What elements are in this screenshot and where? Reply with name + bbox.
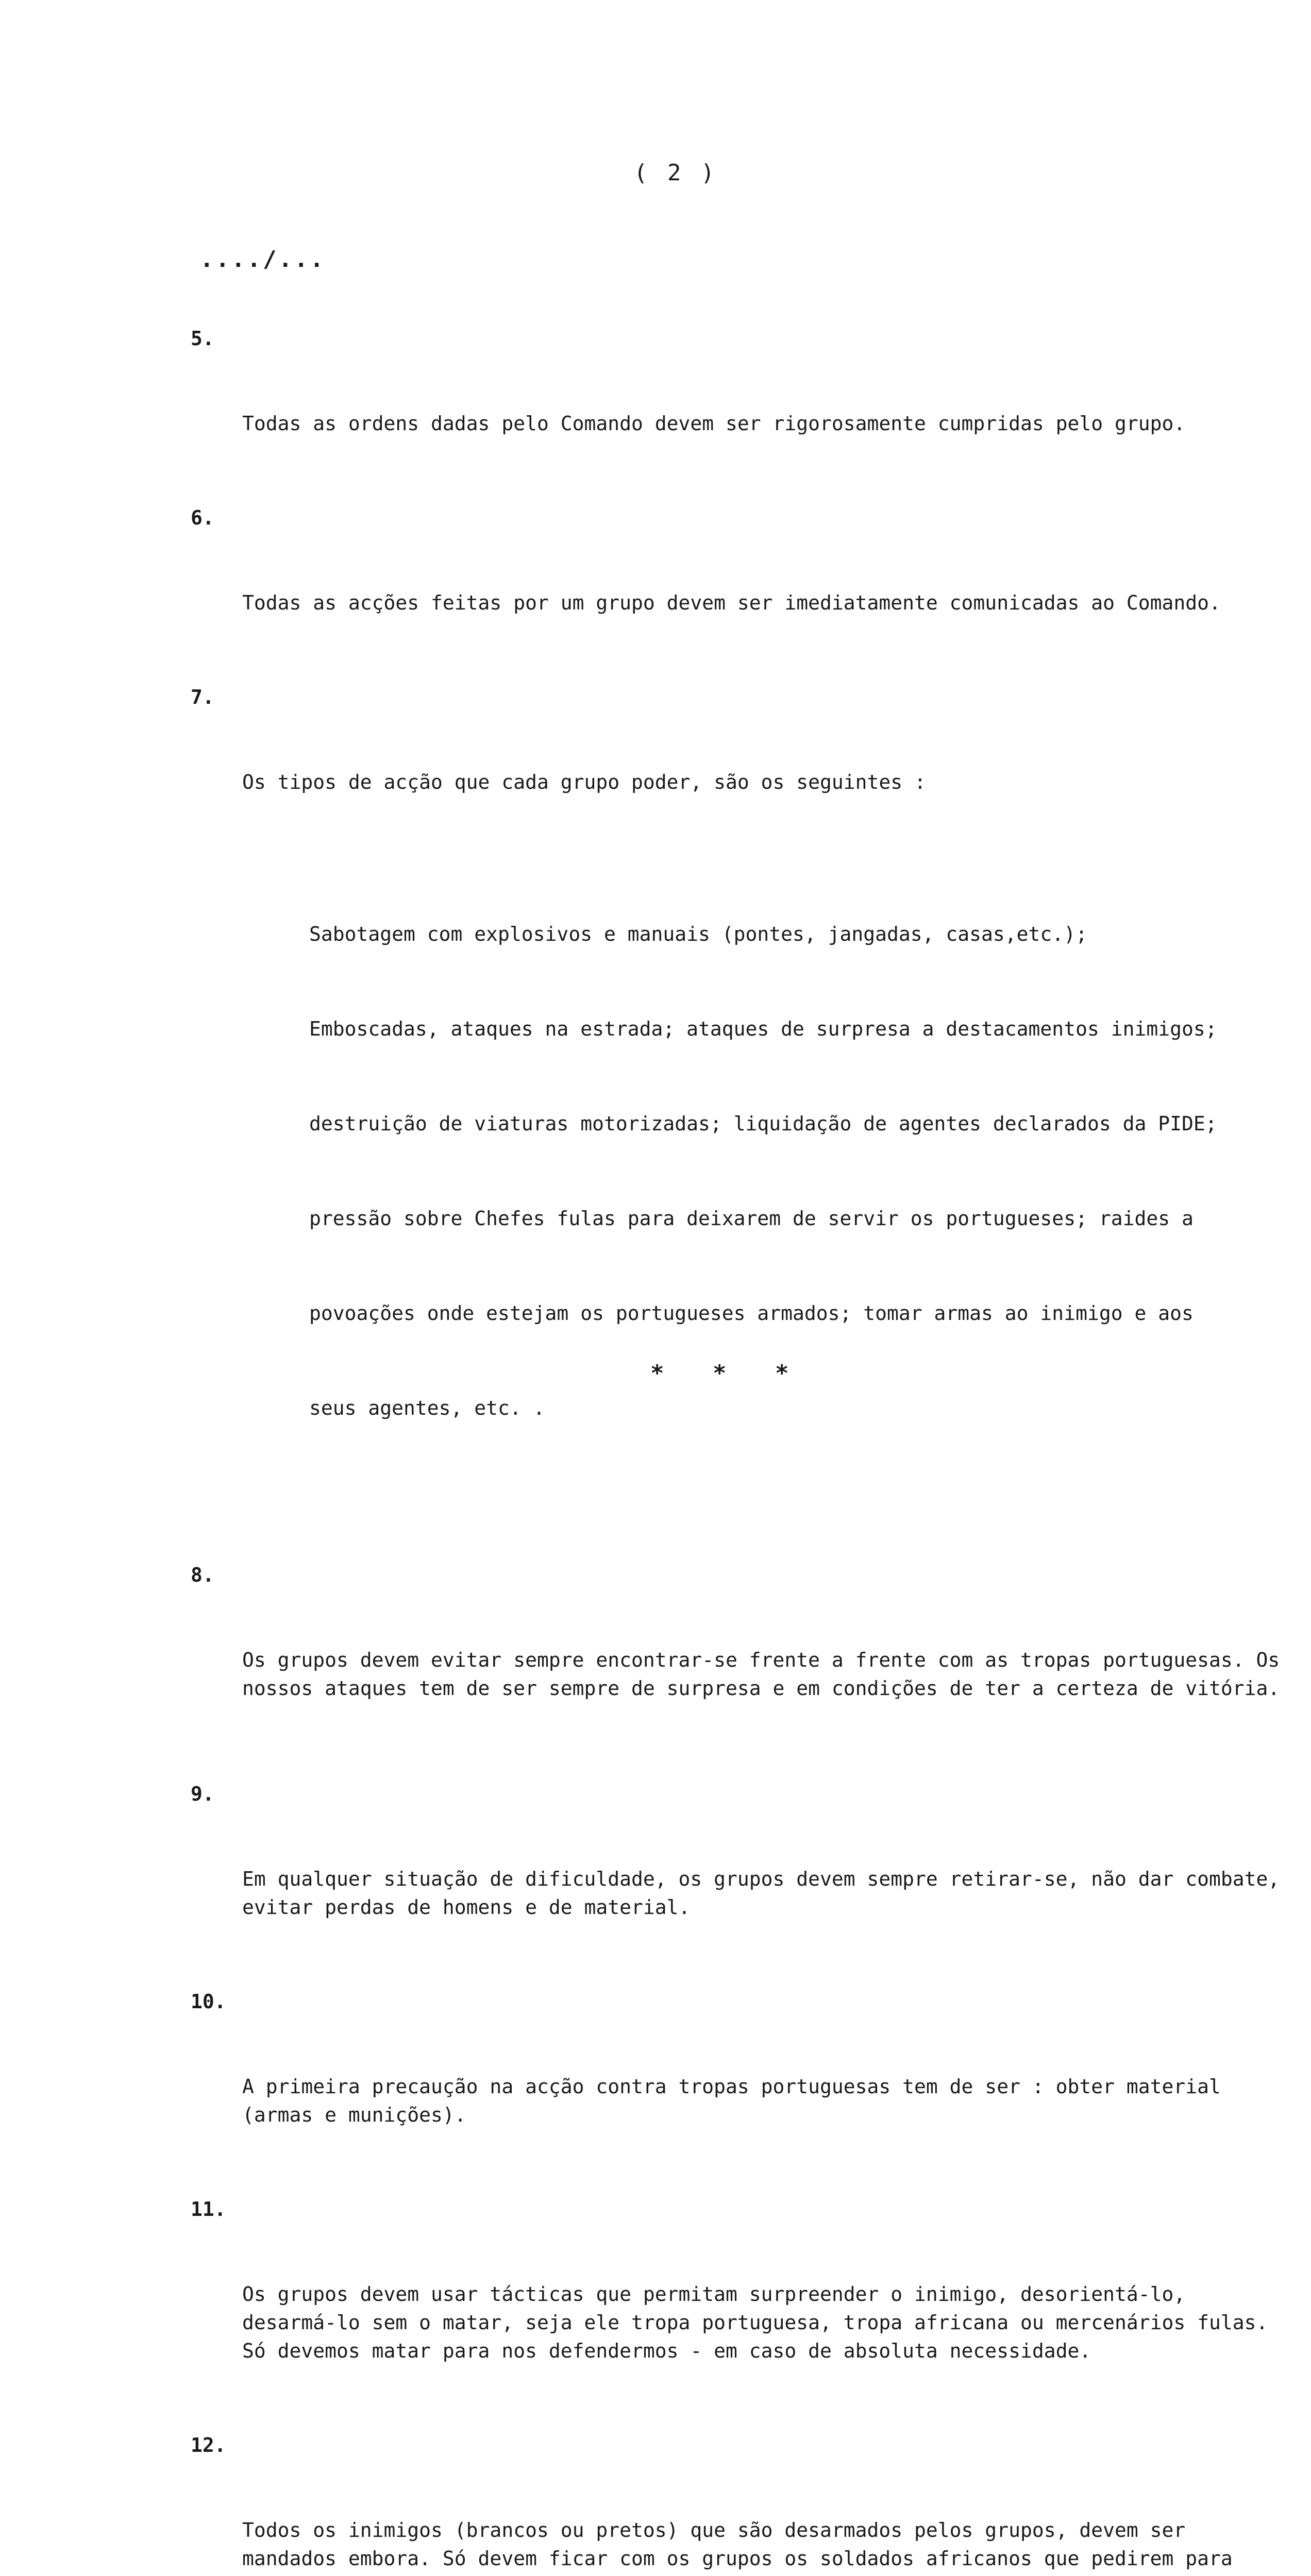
item-number: 8. [191, 1564, 214, 1586]
item-number: 10. [191, 1990, 226, 2013]
action-types-line: povoações onde estejam os portugueses armados; tomar armas ao inimigo e aos [309, 1302, 1194, 1325]
item-text: Em qualquer situação de dificuldade, os grupos devem sempre retirar-se, não dar combate, evitar perdas de homens e de material. [242, 1868, 1292, 1919]
page-number: ( 2 ) [634, 160, 718, 186]
item-number: 7. [191, 686, 214, 708]
list-item-11 [191, 2195, 1283, 2422]
item-number: 9. [191, 1783, 214, 1805]
list-item-6 [191, 504, 1283, 674]
item-text: A primeira precaução na acção contra tropas portuguesas tem de ser : obter material (armas e munições). [242, 2075, 1233, 2126]
list-item-5 [191, 325, 1283, 495]
list-item-8 [191, 1561, 1292, 1759]
list-item-10 [191, 1988, 1283, 2186]
action-types-line: seus agentes, etc. . [309, 1397, 545, 1419]
list-item-7 [191, 683, 1283, 1540]
item-text: Todos os inimigos (brancos ou pretos) que são desarmados pelos grupos, devem ser mandados embora. Só devem ficar com os grupos os soldados africanos que pedirem para [242, 2519, 1233, 2570]
list-item-12 [191, 2431, 1283, 2576]
action-types-line: destruição de viaturas motorizadas; liquidação de agentes declarados da PIDE; [309, 1112, 1217, 1135]
item-text: Todas as ordens dadas pelo Comando devem ser rigorosamente cumpridas pelo grupo. [242, 412, 1186, 435]
action-types-line: Sabotagem com explosivos e manuais (pontes, jangadas, casas,etc.); [309, 923, 1087, 945]
numbered-list [191, 325, 1292, 2576]
action-types-line: pressão sobre Chefes fulas para deixarem de servir os portugueses; raides a [309, 1207, 1194, 1230]
action-types-list [309, 858, 1283, 1484]
item-text: Os grupos devem evitar sempre encontrar-se frente a frente com as tropas portuguesas. Os nossos ataques tem de ser sempre de surpresa e em condições de ter a certeza de vitória. [242, 1649, 1292, 1700]
item-number: 11. [191, 2198, 226, 2221]
item-text: Os grupos devem usar tácticas que permitam surpreender o inimigo, desorientá-lo, desarmá-lo sem o matar, seja ele tropa portuguesa, tropa africana ou mercenários fulas. Só devemos matar para nos defendermos - em caso de absoluta necessidade. [242, 2283, 1280, 2362]
action-types-line: Emboscadas, ataques na estrada; ataques de surpresa a destacamentos inimigos; [309, 1018, 1217, 1040]
item-number: 12. [191, 2434, 226, 2456]
item-text: Todas as acções feitas por um grupo devem ser imediatamente comunicadas ao Comando. [242, 591, 1221, 614]
item-text: Os tipos de acção que cada grupo poder, são os seguintes : [242, 771, 926, 793]
item-number: 5. [191, 327, 214, 350]
item-number: 6. [191, 506, 214, 529]
continuation-mark: ..../... [200, 246, 326, 273]
list-item-9 [191, 1780, 1292, 1978]
closing-asterisks: * * * [650, 1360, 806, 1386]
